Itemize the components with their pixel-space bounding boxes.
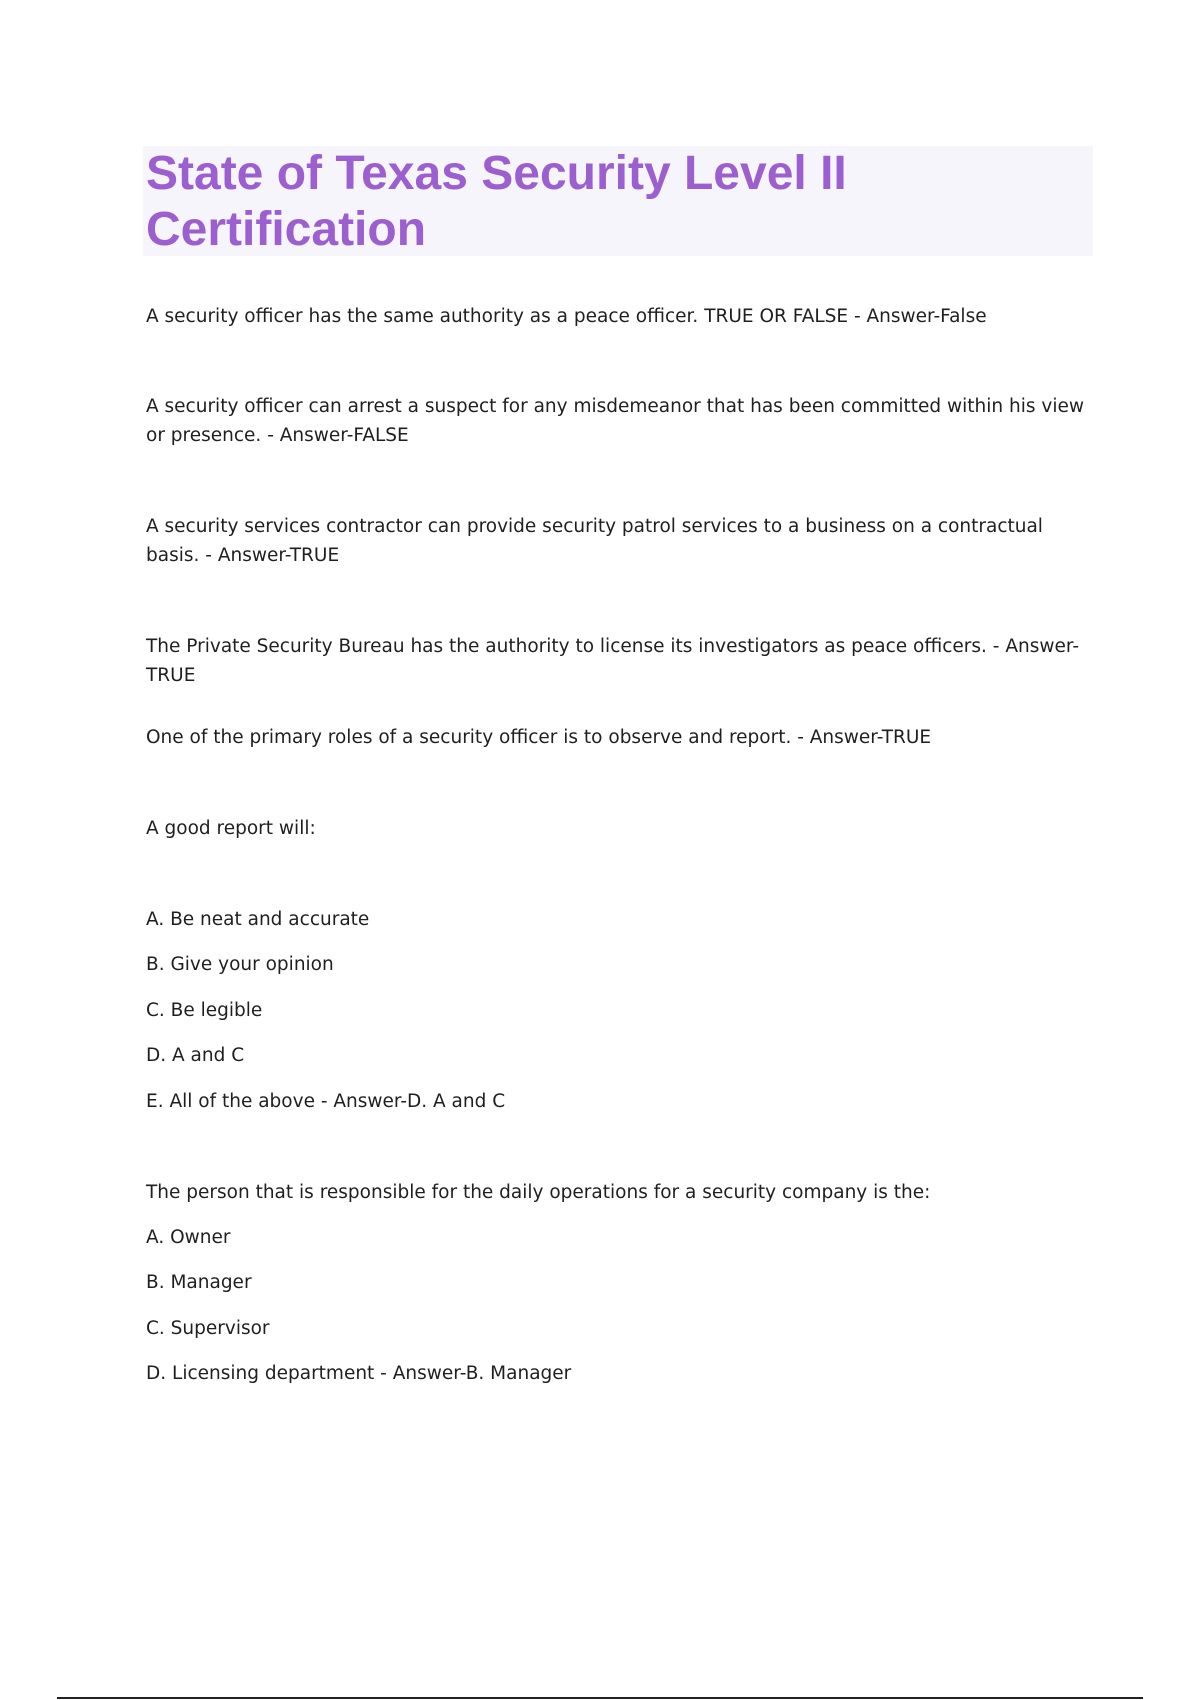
question-3: A security services contractor can provide security patrol services to a business on a contractual basis. - Answer-TRUE: [146, 516, 1043, 566]
question-7-stem: The person that is responsible for the daily operations for a security company is the:: [146, 1182, 931, 1203]
footer-rule: [57, 1697, 1143, 1699]
question-6-option-e: E. All of the above - Answer-D. A and C: [146, 1091, 506, 1112]
question-6-option-b: B. Give your opinion: [146, 954, 334, 975]
question-7-option-b: B. Manager: [146, 1272, 252, 1293]
question-6-option-a: A. Be neat and accurate: [146, 909, 370, 930]
question-5: One of the primary roles of a security officer is to observe and report. - Answer-TRUE: [146, 727, 932, 748]
question-4: The Private Security Bureau has the authority to license its investigators as peace officers. - Answer-TRUE: [146, 636, 1079, 686]
question-6-option-d: D. A and C: [146, 1045, 245, 1066]
document-title: State of Texas Security Level II Certification: [146, 147, 847, 256]
question-7-option-a: A. Owner: [146, 1227, 231, 1248]
question-7-option-d: D. Licensing department - Answer-B. Manager: [146, 1363, 572, 1384]
question-7-option-c: C. Supervisor: [146, 1318, 270, 1339]
question-6-stem: A good report will:: [146, 818, 316, 839]
question-2: A security officer can arrest a suspect for any misdemeanor that has been committed within his view or presence. - Answer-FALSE: [146, 396, 1084, 446]
question-1: A security officer has the same authority as a peace officer. TRUE OR FALSE - Answer-False: [146, 306, 987, 327]
question-6-option-c: C. Be legible: [146, 1000, 263, 1021]
